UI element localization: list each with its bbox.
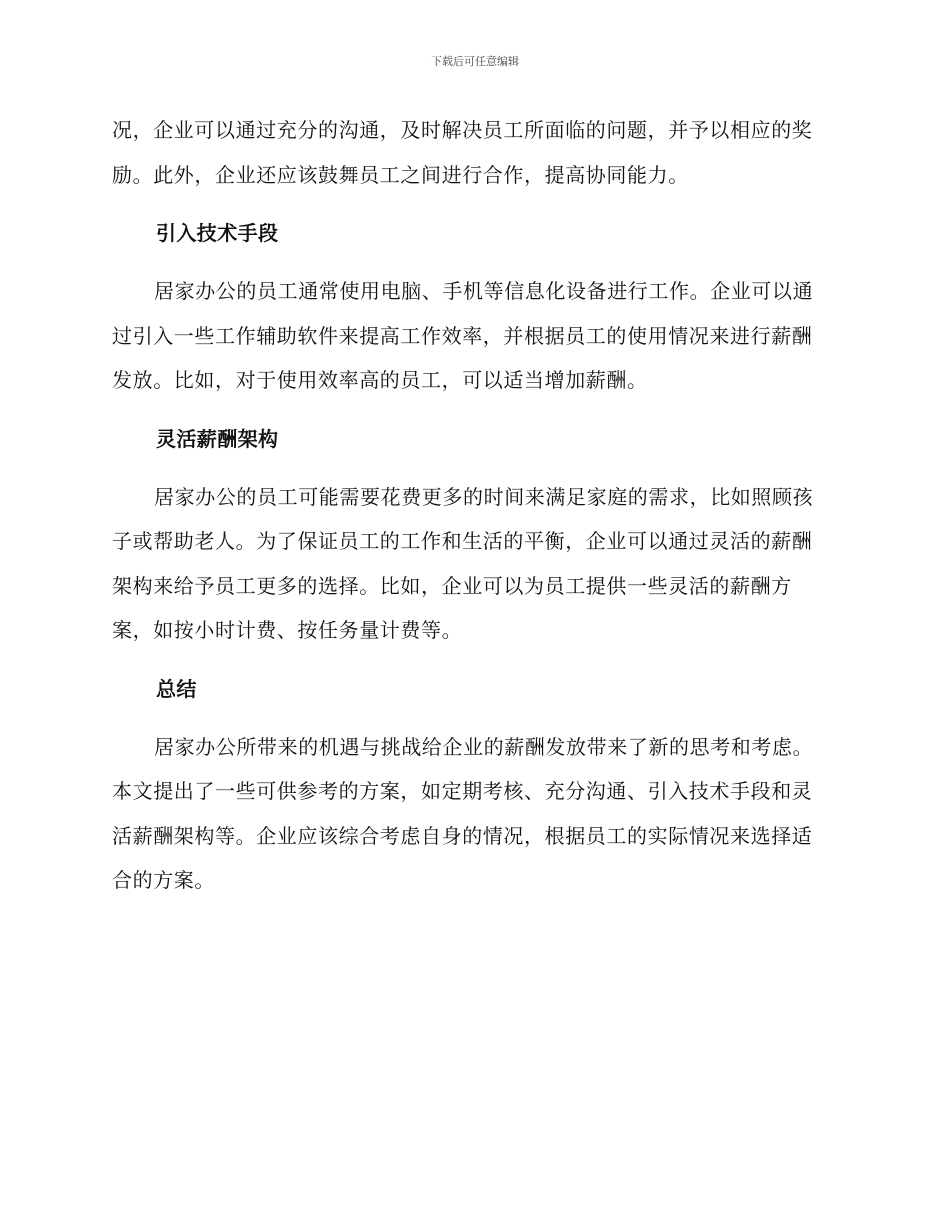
- intro-paragraph: 况，企业可以通过充分的沟通，及时解决员工所面临的问题，并予以相应的奖励。此外，企业还应该鼓舞员工之间进行合作，提高协同能力。: [112, 118, 813, 187]
- page-header: 下载后可任意编辑: [431, 55, 519, 68]
- section-body-flexible-pay: 居家办公的员工可能需要花费更多的时间来满足家庭的需求，比如照顾孩子或帮助老人。为了保证员工的工作和生活的平衡，企业可以通过灵活的薪酬架构来给予员工更多的选择。比如，企业可以为员工提供一些灵活的薪酬方案，如按小时计费、按任务量计费等。: [112, 484, 814, 642]
- section-heading-flexible-pay: 灵活薪酬架构: [156, 426, 279, 451]
- section-body-summary: 居家办公所带来的机遇与挑战给企业的薪酬发放带来了新的思考和考虑。本文提出了一些可供参考的方案，如定期考核、充分沟通、引入技术手段和灵活薪酬架构等。企业应该综合考虑自身的情况，根据员工的实际情况来选择适合的方案。: [112, 734, 814, 892]
- section-heading-summary: 总结: [156, 676, 197, 701]
- section-heading-tech: 引入技术手段: [156, 221, 279, 245]
- section-body-tech: 居家办公的员工通常使用电脑、手机等信息化设备进行工作。企业可以通过引入一些工作辅助软件来提高工作效率，并根据员工的使用情况来进行薪酬发放。比如，对于使用效率高的员工，可以适当增加薪酬。: [112, 279, 814, 392]
- document-body: [112, 108, 832, 903]
